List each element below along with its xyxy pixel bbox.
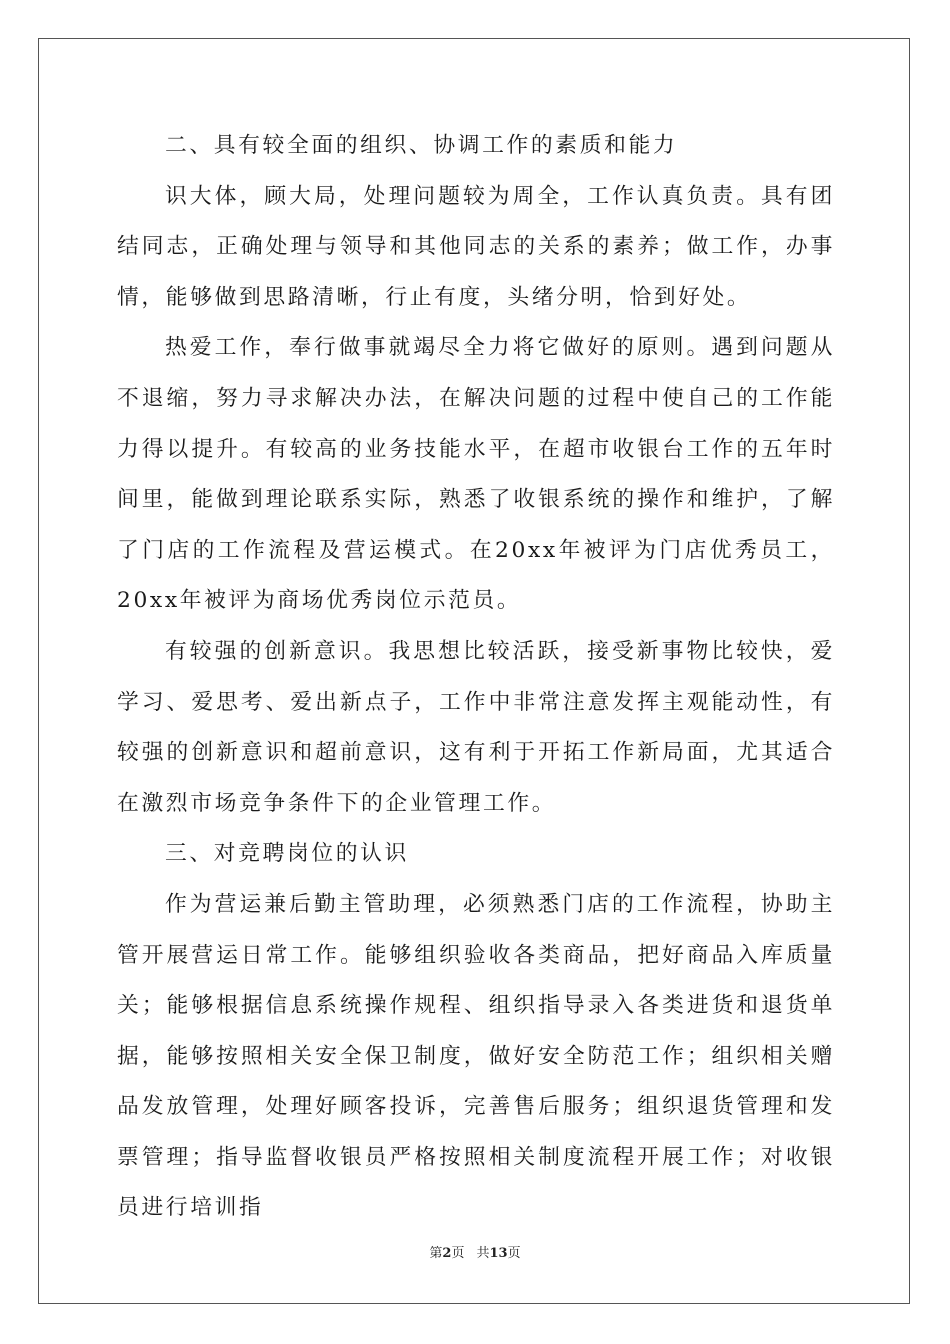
total-suffix: 页 [507, 1246, 521, 1261]
paragraph-overall-view: 识大体，顾大局，处理问题较为周全，工作认真负责。具有团结同志，正确处理与领导和其他同志的关系的素养；做工作，办事情，能够做到思路清晰，行止有度，头绪分明，恰到好处。 [117, 183, 835, 310]
paragraph-position-duties: 作为营运兼后勤主管助理，必须熟悉门店的工作流程，协助主管开展营运日常工作。能够组织验收各类商品，把好商品入库质量关；能够根据信息系统操作规程、组织指导录入各类进货和退货单据，能够按照相关安全保卫制度，做好安全防范工作；组织相关赠品发放管理，处理好顾客投诉，完善售后服务；组织退货管理和发票管理；指导监督收银员严格按照相关制度流程开展工作；对收银员进行培训指 [117, 891, 835, 1221]
paragraph-innovation: 有较强的创新意识。我思想比较活跃，接受新事物比较快，爱学习、爱思考、爱出新点子，工作中非常注意发挥主观能动性，有较强的创新意识和超前意识，这有利于开拓工作新局面，尤其适合在激烈市场竞争条件下的企业管理工作。 [117, 638, 835, 816]
page-prefix: 第 [429, 1246, 443, 1261]
page-suffix: 页 [451, 1246, 465, 1261]
page-total: 13 [489, 1246, 508, 1261]
total-prefix: 共 [476, 1246, 490, 1261]
page-footer [0, 1246, 950, 1262]
section-heading-3: 三、对竞聘岗位的认识 [164, 841, 409, 867]
page-current: 2 [442, 1246, 452, 1261]
document-body [117, 121, 835, 1234]
section-heading-2: 二、具有较全面的组织、协调工作的素质和能力 [164, 133, 678, 158]
paragraph-work-attitude: 热爱工作，奉行做事就竭尽全力将它做好的原则。遇到问题从不退缩，努力寻求解决办法，在解决问题的过程中使自己的工作能力得以提升。有较高的业务技能水平，在超市收银台工作的五年时间里，能做到理论联系实际，熟悉了收银系统的操作和维护，了解了门店的工作流程及营运模式。在20xx年被评为门店优秀员工，20xx年被评为商场优秀岗位示范员。 [117, 335, 835, 614]
